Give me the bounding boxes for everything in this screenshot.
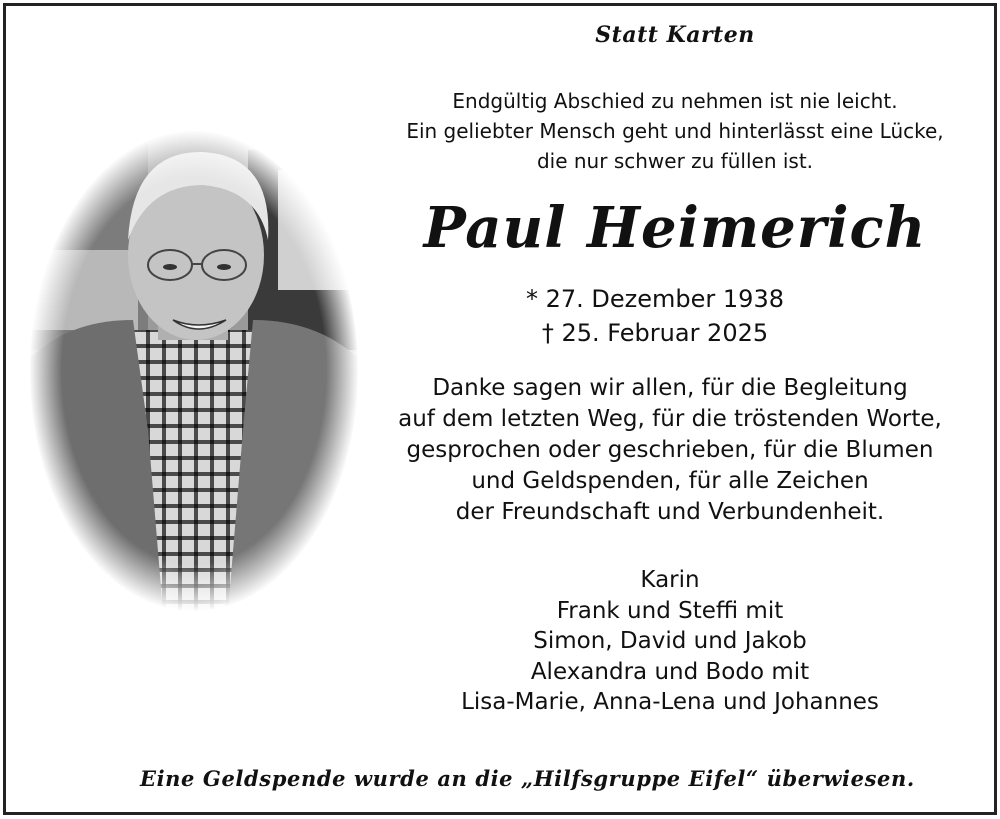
intro-line: Endgültig Abschied zu nehmen ist nie leicht. — [452, 89, 898, 113]
thanks-line: gesprochen oder geschrieben, für die Blumen — [406, 437, 934, 463]
family-line: Karin — [640, 567, 700, 593]
thanks-line: der Freundschaft und Verbundenheit. — [455, 499, 885, 525]
intro-line: Ein geliebter Mensch geht und hinterlässt eine Lücke, — [406, 119, 944, 143]
notice-header: Statt Karten — [595, 22, 755, 48]
life-dates — [470, 282, 840, 350]
family-line: Simon, David und Jakob — [533, 628, 807, 654]
intro-line: die nur schwer zu füllen ist. — [536, 149, 814, 173]
deceased-name: Paul Heimerich — [423, 195, 927, 261]
portrait-photo — [28, 130, 360, 612]
family-signatures — [420, 565, 920, 718]
intro-text — [380, 86, 970, 176]
death-date: † 25. Februar 2025 — [541, 319, 769, 347]
thanks-line: Danke sagen wir allen, für die Begleitung — [432, 375, 908, 401]
family-line: Frank und Steffi mit — [556, 597, 784, 624]
donation-note: Eine Geldspende wurde an die „Hilfsgruppe Eifel“ überwiesen. — [140, 766, 915, 791]
birth-date: * 27. Dezember 1938 — [526, 285, 784, 313]
family-line: Alexandra und Bodo mit — [530, 658, 810, 685]
thanks-line: und Geldspenden, für alle Zeichen — [471, 468, 869, 494]
thanks-line: auf dem letzten Weg, für die tröstenden Worte, — [398, 406, 942, 432]
thanks-text — [370, 373, 970, 528]
family-line: Lisa-Marie, Anna-Lena und Johannes — [461, 689, 879, 715]
